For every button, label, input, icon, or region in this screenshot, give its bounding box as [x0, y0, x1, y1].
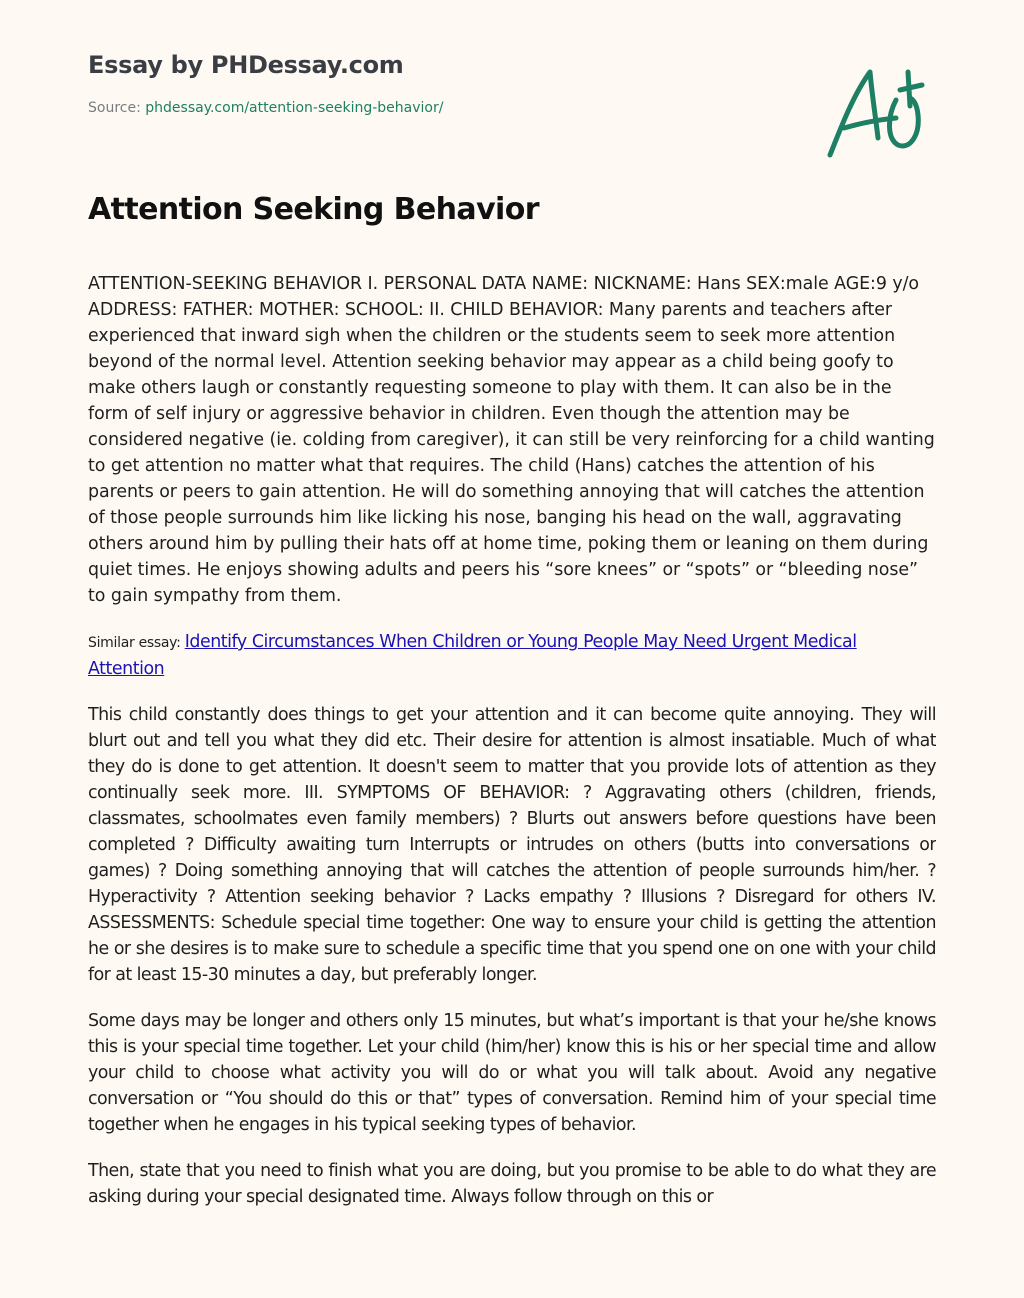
paragraph-2: This child constantly does things to get your attention and it can become quite annoying. They will blurt out and tell you what they did etc. Their desire for attention is almost insatiable. Much of what they do is done to get attention. It doesn't seem to matter that you provide lots of attention as they continually seek more. III. SYMPTOMS OF BEHAVIOR: ? Aggravating others (children, friends, classmates, schoolmates even family members) ? Blurts out answers before questions have been completed ? Difficulty awaiting turn Interrupts or intrudes on others (butts into conversations or games) ? Doing something annoying that will catches the attention of people surrounds him/her. ? Hyperactivity ? Attention seeking behavior ? Lacks empathy ? Illusions ? Disregard for others IV. ASSESSMENTS: Schedule special time together: One way to ensure your child is getting the attention he or she desires is to make sure to schedule a specific time that you spend one on one with your child for at least 15-30 minutes a day, but preferably longer.	[88, 705, 936, 985]
site-header	[88, 48, 443, 118]
page-title: Attention Seeking Behavior	[88, 192, 539, 227]
similar-essay-link[interactable]: Identify Circumstances When Children or Young People May Need Urgent Medical Attention	[88, 632, 857, 679]
paragraph-4: Then, state that you need to finish what you are doing, but you promise to be able to do what they are asking during your special designated time. Always follow through on this or	[88, 1161, 936, 1207]
essay-body	[88, 271, 936, 1250]
paragraph-1: ATTENTION-SEEKING BEHAVIOR I. PERSONAL DATA NAME: NICKNAME: Hans SEX:male AGE:9 y/o ADDRESS: FATHER: MOTHER: SCHOOL: II. CHILD BEHAVIOR: Many parents and teachers after experienced that inward sigh when the children or the students seem to seek more attention beyond of the normal level. Attention seeking behavior may appear as a child being goofy to make others laugh or constantly requesting someone to play with them. It can also be in the form of self injury or aggressive behavior in children. Even though the attention may be considered negative (ie. colding from caregiver), it can still be very reinforcing for a child wanting to get attention no matter what that requires. The child (Hans) catches the attention of his parents or peers to gain attention. He will do something annoying that will catches the attention of those people surrounds him like licking his nose, banging his head on the wall, aggravating others around him by pulling their hats off at home time, poking them or leaning on them during quiet times. He enjoys showing adults and peers his “sore knees” or “spots” or “bleeding nose” to gain sympathy from them.	[88, 274, 935, 606]
source-link[interactable]: phdessay.com/attention-seeking-behavior/	[145, 100, 444, 116]
a-plus-logo-icon	[818, 60, 933, 165]
source-label: Source:	[88, 100, 146, 116]
paragraph-3: Some days may be longer and others only 15 minutes, but what’s important is that your he/she knows this is your special time together. Let your child (him/her) know this is his or her special time and allow your child to choose what activity you will do or what you will talk about. Avoid any negative conversation or “You should do this or that” types of conversation. Remind him of your special time together when he engages in his typical seeking types of behavior.	[88, 1011, 936, 1135]
similar-essay-label: Similar essay:	[88, 635, 185, 651]
source-line	[88, 98, 443, 118]
site-title: Essay by PHDessay.com	[88, 51, 404, 79]
similar-essay	[88, 629, 936, 682]
